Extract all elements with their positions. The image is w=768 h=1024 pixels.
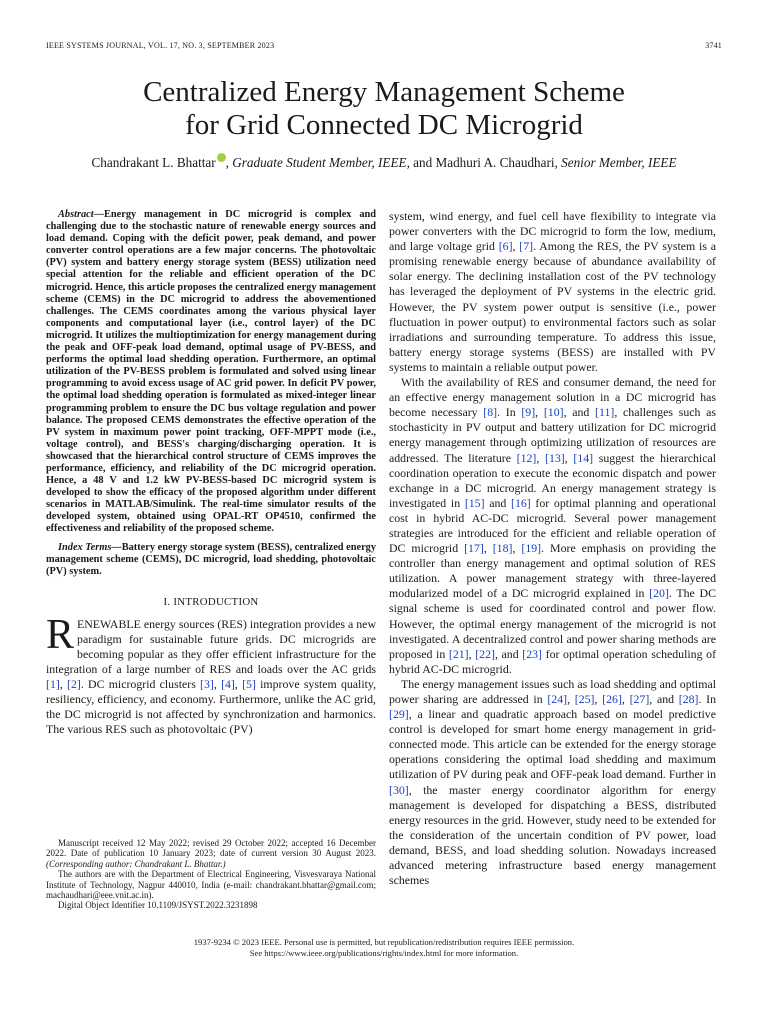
citation-link[interactable]: [18]: [492, 541, 513, 556]
citation-link[interactable]: [19]: [521, 541, 542, 556]
citation-link[interactable]: [12]: [516, 450, 537, 465]
intro-text: improve system quality, resiliency, efficiency, and economy. Furthermore, unlike the AC grid, the DC microgrid is not affected by synchronization and harmonics. The various RES such as photovoltaic (PV): [46, 677, 377, 737]
index-terms-text: Battery energy storage system (BESS), centralized energy management scheme (CEMS), DC microgrid, load shedding, photovoltaic (PV) system.: [46, 541, 377, 577]
paper-title: [40, 76, 728, 142]
citation-link[interactable]: [10]: [543, 405, 564, 420]
citation-link[interactable]: [9]: [521, 405, 536, 420]
body-text: , and: [649, 692, 679, 706]
body-text: , and: [494, 646, 523, 661]
body-paragraph-2: [389, 375, 716, 677]
citation-link[interactable]: [24]: [547, 692, 568, 706]
body-text: ,: [512, 541, 522, 556]
body-text: The energy management issues such as load shedding and optimal power sharing are addressed in: [389, 676, 716, 706]
body-text: , and: [563, 405, 596, 420]
body-text: , the master energy coordinator algorithm for energy management is developed for dispatching a BESS, distributed energy resources in the grid. However, study need to be extended for the consideration of the uncertain condition of PV power, load demand, BESS, and load shedding solution. Nowadays increased advanced metering infrastructure based energy management schemes: [389, 782, 716, 888]
intro-text: ,: [213, 677, 222, 692]
citation-link[interactable]: [14]: [573, 450, 594, 465]
body-paragraph-1: [389, 209, 716, 375]
page-number: 3741: [705, 41, 722, 50]
citation-link[interactable]: [2]: [67, 677, 81, 692]
body-text: ,: [567, 692, 575, 706]
journal-name: IEEE SYSTEMS JOURNAL, VOL. 17, NO. 3, SEPTEMBER 2023: [46, 41, 275, 50]
body-text: , a linear and quadratic approach based on model predictive control is developed for smart home energy management in grid-connected mode. This article can be extended for the energy storage operations considering the optimal load shedding and maximum utilization of PV during peak and OFF-peak load demand. Further in: [389, 707, 716, 782]
intro-text: ,: [234, 677, 243, 692]
body-text: ,: [621, 692, 630, 706]
copyright-line-1: 1937-9234 © 2023 IEEE. Personal use is permitted, but republication/redistribution requires IEEE permission.: [193, 937, 575, 947]
author-1-name: Chandrakant L. Bhattar: [91, 155, 216, 170]
body-text: ,: [512, 239, 520, 254]
body-text: . Among the RES, the PV system is a promising renewable energy because of abundance availability of solar energy. The declining installation cost of the PV technology has leveraged the deployment of PV systems in the electric grid. However, the PV system power output is sensitive (i.e., power fluctuation in power output) to environmental factors such as solar irradiations and surrounding temperature. To address this issue, battery energy storage systems (BESS) are installed with PV systems to maintain a reliable output power.: [389, 239, 716, 374]
body-text: . In: [698, 692, 717, 706]
body-text: ,: [468, 646, 476, 661]
body-text: . The DC signal scheme is used for coordinated control and power flow. However, the optimal energy management of the microgrid is not investigated. A decentralized control and power sharing methods are proposed in: [389, 586, 716, 661]
intro-text: ,: [59, 677, 68, 692]
citation-link[interactable]: [3]: [200, 677, 214, 692]
citation-link[interactable]: [15]: [464, 495, 485, 510]
left-column: [46, 209, 376, 738]
orcid-icon[interactable]: [217, 153, 226, 162]
running-header: [46, 41, 722, 53]
abstract-text: Energy management in DC microgrid is complex and challenging due to the stochastic nature of renewable energy sources and load demand. Coping with the deficit power, peak demand, and power converter control operations are a few major concerns. The photovoltaic (PV) system and battery energy storage system (BESS) utilization need special attention for the reliable and efficient operation of the DC microgrid. Hence, this article proposes the centralized energy management scheme (CEMS) in the DC microgrid to address the abovementioned challenges. The CEMS coordinates among the various physical layer components and computational layer (i.e., control layer) of the DC microgrid. It utilizes the multioptimization for energy management during the peak and OFF-peak load demand, optimal usage of PV-BESS, and performs the optimal load shedding operation. Furthermore, an optimal utilization of the PV-BESS problem is formulated and solved using linear programming to avoid excess usage of AC grid power. In deficit PV power, the optimal load shedding operation is formulated as mixed-integer linear programming problem to ensure the DC bus voltage regulation and power balance. The proposed CEMS demonstrates the effective operation of the PV system in maximum power point tracking, OFF-MPPT mode (i.e., voltage control), and BESS's charging/discharging operation. It is showcased that the hierarchical control structure of CEMS improves the performance, efficiency, and reliability of the DC microgrid operation. Hence, a 48 V and 1.2 kW PV-BESS-based DC microgrid system is developed to show the efficacy of the proposed algorithm under different scenarios in MATLAB/Simulink. The real-time simulator results of the developed system, obtained using OPAL-RT OP4510, confirmed the effectiveness and reliability of the proposed scheme.: [46, 209, 376, 535]
abstract: [46, 209, 376, 536]
citation-link[interactable]: [27]: [629, 692, 650, 706]
body-text: ,: [564, 450, 574, 465]
index-terms-label: Index Terms—: [58, 541, 122, 553]
footnote-text: Manuscript received 12 May 2022; revised 29 October 2022; accepted 16 December 2022. Date of publication 10 January 2023; date of current version 30 August 2023.: [46, 838, 376, 859]
intro-text: ENEWABLE energy sources (RES) integration provides a new paradigm for sustainable future grids. DC microgrids are becoming popular as they offer efficient infrastructure for the integration of a large number of RES and loads over the AC grids: [46, 616, 376, 677]
author-2-role: Senior Member, IEEE: [561, 155, 677, 170]
body-text: ,: [535, 405, 544, 420]
citation-link[interactable]: [21]: [448, 646, 469, 661]
right-column: [389, 209, 716, 888]
citation-link[interactable]: [22]: [475, 646, 495, 661]
corresponding-author: (Corresponding author: Chandrakant L. Bhattar.): [46, 858, 226, 869]
citation-link[interactable]: [17]: [464, 541, 484, 556]
citation-link[interactable]: [26]: [602, 692, 622, 706]
body-paragraph-3: [389, 677, 716, 888]
author-line: [40, 153, 728, 171]
citation-link[interactable]: [8]: [483, 405, 498, 420]
body-text: for optimal operation scheduling of hybrid AC-DC microgrid.: [389, 646, 717, 676]
citation-link[interactable]: [28]: [678, 692, 699, 706]
body-text: ,: [483, 541, 493, 556]
footnote-manuscript: [46, 838, 376, 869]
title-line-1: Centralized Energy Management Scheme: [143, 76, 625, 108]
first-page-footnote: [46, 838, 376, 911]
body-text: , challenges such as stochasticity in PV output and battery utilization for DC microgrid energy management through optimizing utilization of resources are addressed. The literature: [389, 405, 716, 465]
footnote-doi: Digital Object Identifier 10.1109/JSYST.2022.3231898: [58, 900, 258, 911]
citation-link[interactable]: [13]: [545, 450, 565, 465]
citation-link[interactable]: [5]: [242, 677, 256, 692]
citation-link[interactable]: [30]: [389, 782, 409, 797]
body-text: ,: [536, 450, 545, 465]
citation-link[interactable]: [7]: [519, 239, 534, 254]
citation-link[interactable]: [6]: [498, 239, 513, 254]
title-line-2: for Grid Connected DC Microgrid: [185, 109, 583, 141]
author-conjunction: and Madhuri A. Chaudhari,: [409, 155, 562, 170]
body-text: With the availability of RES and consumer demand, the need for an effective energy management solution in a DC microgrid has become necessary: [389, 375, 716, 420]
citation-link[interactable]: [1]: [46, 677, 60, 692]
citation-link[interactable]: [16]: [511, 495, 531, 510]
citation-link[interactable]: [23]: [522, 646, 542, 661]
author-1-role: , Graduate Student Member, IEEE,: [225, 155, 410, 170]
body-text: suggest the hierarchical coordination operation to execute the economic dispatch and power exchange in a DC microgrid. An energy management strategy is investigated in: [389, 450, 717, 510]
body-text: for optimal planning and operational cost in hybrid AC-DC microgrid. Several power management strategies are introduced for the efficient and reliable operation of DC microgrid: [389, 495, 716, 556]
index-terms: [46, 542, 376, 578]
intro-paragraph: [46, 611, 377, 738]
citation-link[interactable]: [4]: [221, 677, 235, 692]
citation-link[interactable]: [25]: [574, 692, 595, 706]
body-text: ,: [594, 692, 603, 706]
body-text: . More emphasis on providing the controller than energy management and optimal solution of RES utilization. A power management strategy with three-layered modularized model of a DC microgrid explained in: [389, 541, 716, 601]
abstract-label: Abstract—: [58, 209, 104, 220]
copyright-notice: [40, 937, 728, 959]
footnote-affiliation: The authors are with the Department of Electrical Engineering, Visvesvaraya National Institute of Technology, Nagpur 440010, India (e-mail: chandrakant.bhattar@gmail.com; machaudhari@eee.vnit.ac.in).: [46, 869, 376, 901]
body-text: . In: [497, 405, 522, 420]
body-text: system, wind energy, and fuel cell have flexibility to integrate via power converters with the DC microgrid to form the low, medium, and large voltage grid: [389, 209, 716, 254]
citation-link[interactable]: [11]: [595, 405, 615, 420]
citation-link[interactable]: [20]: [649, 586, 669, 601]
body-text: and: [484, 495, 512, 510]
drop-cap: R: [46, 611, 75, 658]
intro-text: . DC microgrid clusters: [80, 677, 201, 692]
section-heading-introduction: I. INTRODUCTION: [163, 595, 259, 608]
citation-link[interactable]: [29]: [389, 707, 409, 722]
copyright-line-2: See https://www.ieee.org/publications/rights/index.html for more information.: [249, 948, 519, 958]
